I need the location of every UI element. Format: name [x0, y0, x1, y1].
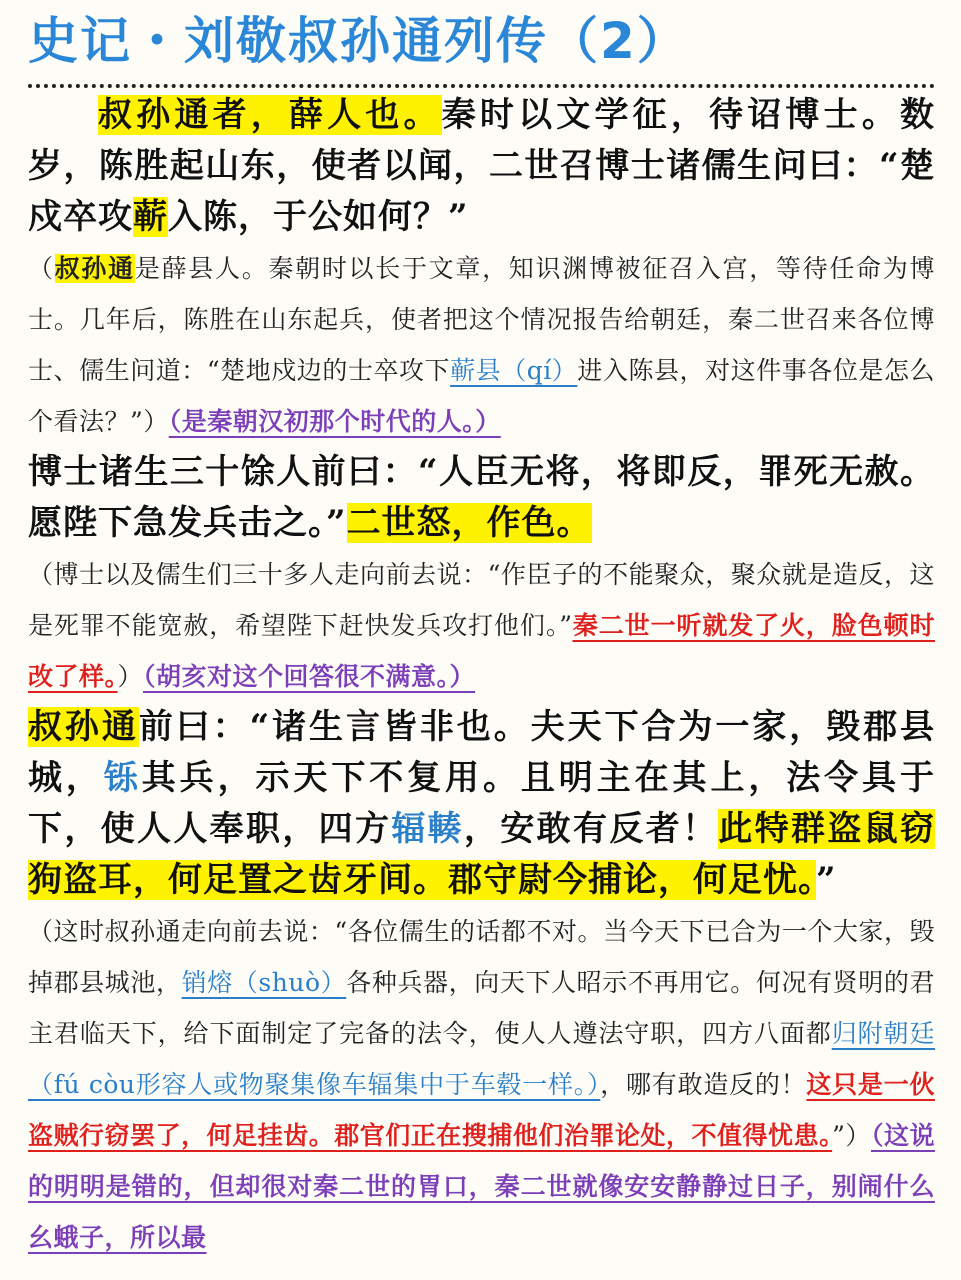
translation-text: ，哪有敢造反的！: [600, 1070, 807, 1099]
translation-text: ”）: [832, 1121, 871, 1150]
original-text: 秦时以文学征，待诏博士。数岁，陈胜起山东，使者以闻，二世召博士诸儒生问曰：“楚戍卒攻: [28, 95, 936, 237]
translation-paragraph-1: [28, 243, 935, 447]
translation-text: 是薛县人。秦朝时以长于文章，知识渊博被征召入宫，等待任命为博士。几年后，陈胜在山东起兵，使者把这个情况报告给朝廷，秦二世召来各位博士、儒生问道：“楚地戍边的士卒攻下: [28, 254, 935, 385]
annotation-blue: 蕲县（qí）: [450, 356, 578, 385]
highlight-text: 蕲: [133, 197, 168, 237]
comment-purple: （胡亥对这个回答很不满意。）: [143, 662, 476, 691]
keyword-blue: 辐輳: [391, 809, 465, 849]
annotation-blue: 销熔（shuò）: [181, 968, 347, 997]
original-text: 入陈，于公如何？”: [168, 197, 469, 237]
translation-paragraph-3: [28, 906, 935, 1263]
annotation-red: 秦二世一听就发了火，脸色顿时改了样。: [28, 611, 935, 691]
translation-text: 进入陈县，对这件事各位是怎么个看法？”）: [28, 356, 935, 436]
page-title: 史记・刘敬叔孙通列传（2）: [28, 12, 689, 70]
highlight-text: 叔孙通者，薛人也。: [98, 95, 442, 135]
highlight-text: 此特群盗鼠窃狗盗耳，何足置之齿牙间。郡守尉今捕论，何足忧。: [28, 809, 936, 900]
translation-text: 各种兵器，向天下人昭示不再用它。何况有贤明的君主君临天下，给下面制定了完备的法令，使人人遵法守职，四方八面都: [28, 968, 935, 1048]
original-text: 前曰：“诸生言皆非也。夫天下合为一家，毁郡县城，: [28, 707, 936, 798]
highlight-text: 二世怒，作色。: [346, 503, 592, 543]
dotted-divider: [28, 84, 935, 88]
highlight-text: 叔孙通: [28, 707, 139, 747]
translation-text: （博士以及儒生们三十多人走向前去说：“作臣子的不能聚众，聚众就是造反，这是死罪不能宽赦，希望陛下赶快发兵攻打他们。”: [28, 560, 935, 640]
original-text: 博士诸生三十馀人前曰：“人臣无将，将即反，罪死无赦。愿陛下急发兵击之。”: [28, 452, 935, 543]
original-paragraph-3: [28, 702, 935, 906]
highlight-text: 叔孙通: [54, 254, 135, 283]
translation-text: ）: [117, 662, 144, 691]
original-text: 其兵，示天下不复用。且明主在其上，法令具于下，使人人奉职，四方: [28, 758, 936, 849]
annotation-red: 这只是一伙盗贼行窃罢了，何足挂齿。郡官们正在搜捕他们治罪论处，不值得忧患。: [28, 1070, 935, 1150]
comment-purple: （这说的明明是错的，但却很对秦二世的胃口，秦二世就像安安静静过日子，别闹什么幺蛾子，所以最: [28, 1121, 935, 1252]
original-text: ”: [816, 860, 837, 900]
annotation-blue: 归附朝廷（fú còu形容人或物聚集像车辐集中于车毂一样。）: [28, 1019, 935, 1099]
translation-paragraph-2: [28, 549, 935, 702]
translation-text: （: [28, 254, 55, 283]
comment-purple: （是秦朝汉初那个时代的人。）: [168, 407, 501, 436]
original-paragraph-1: [28, 90, 935, 243]
original-text: ，安敢有反者！: [464, 809, 719, 849]
keyword-blue: 铄: [103, 758, 142, 798]
original-paragraph-2: [28, 447, 935, 549]
translation-text: （这时叔孙通走向前去说：“各位儒生的话都不对。当今天下已合为一个大家，毁掉郡县城池，: [28, 917, 935, 997]
